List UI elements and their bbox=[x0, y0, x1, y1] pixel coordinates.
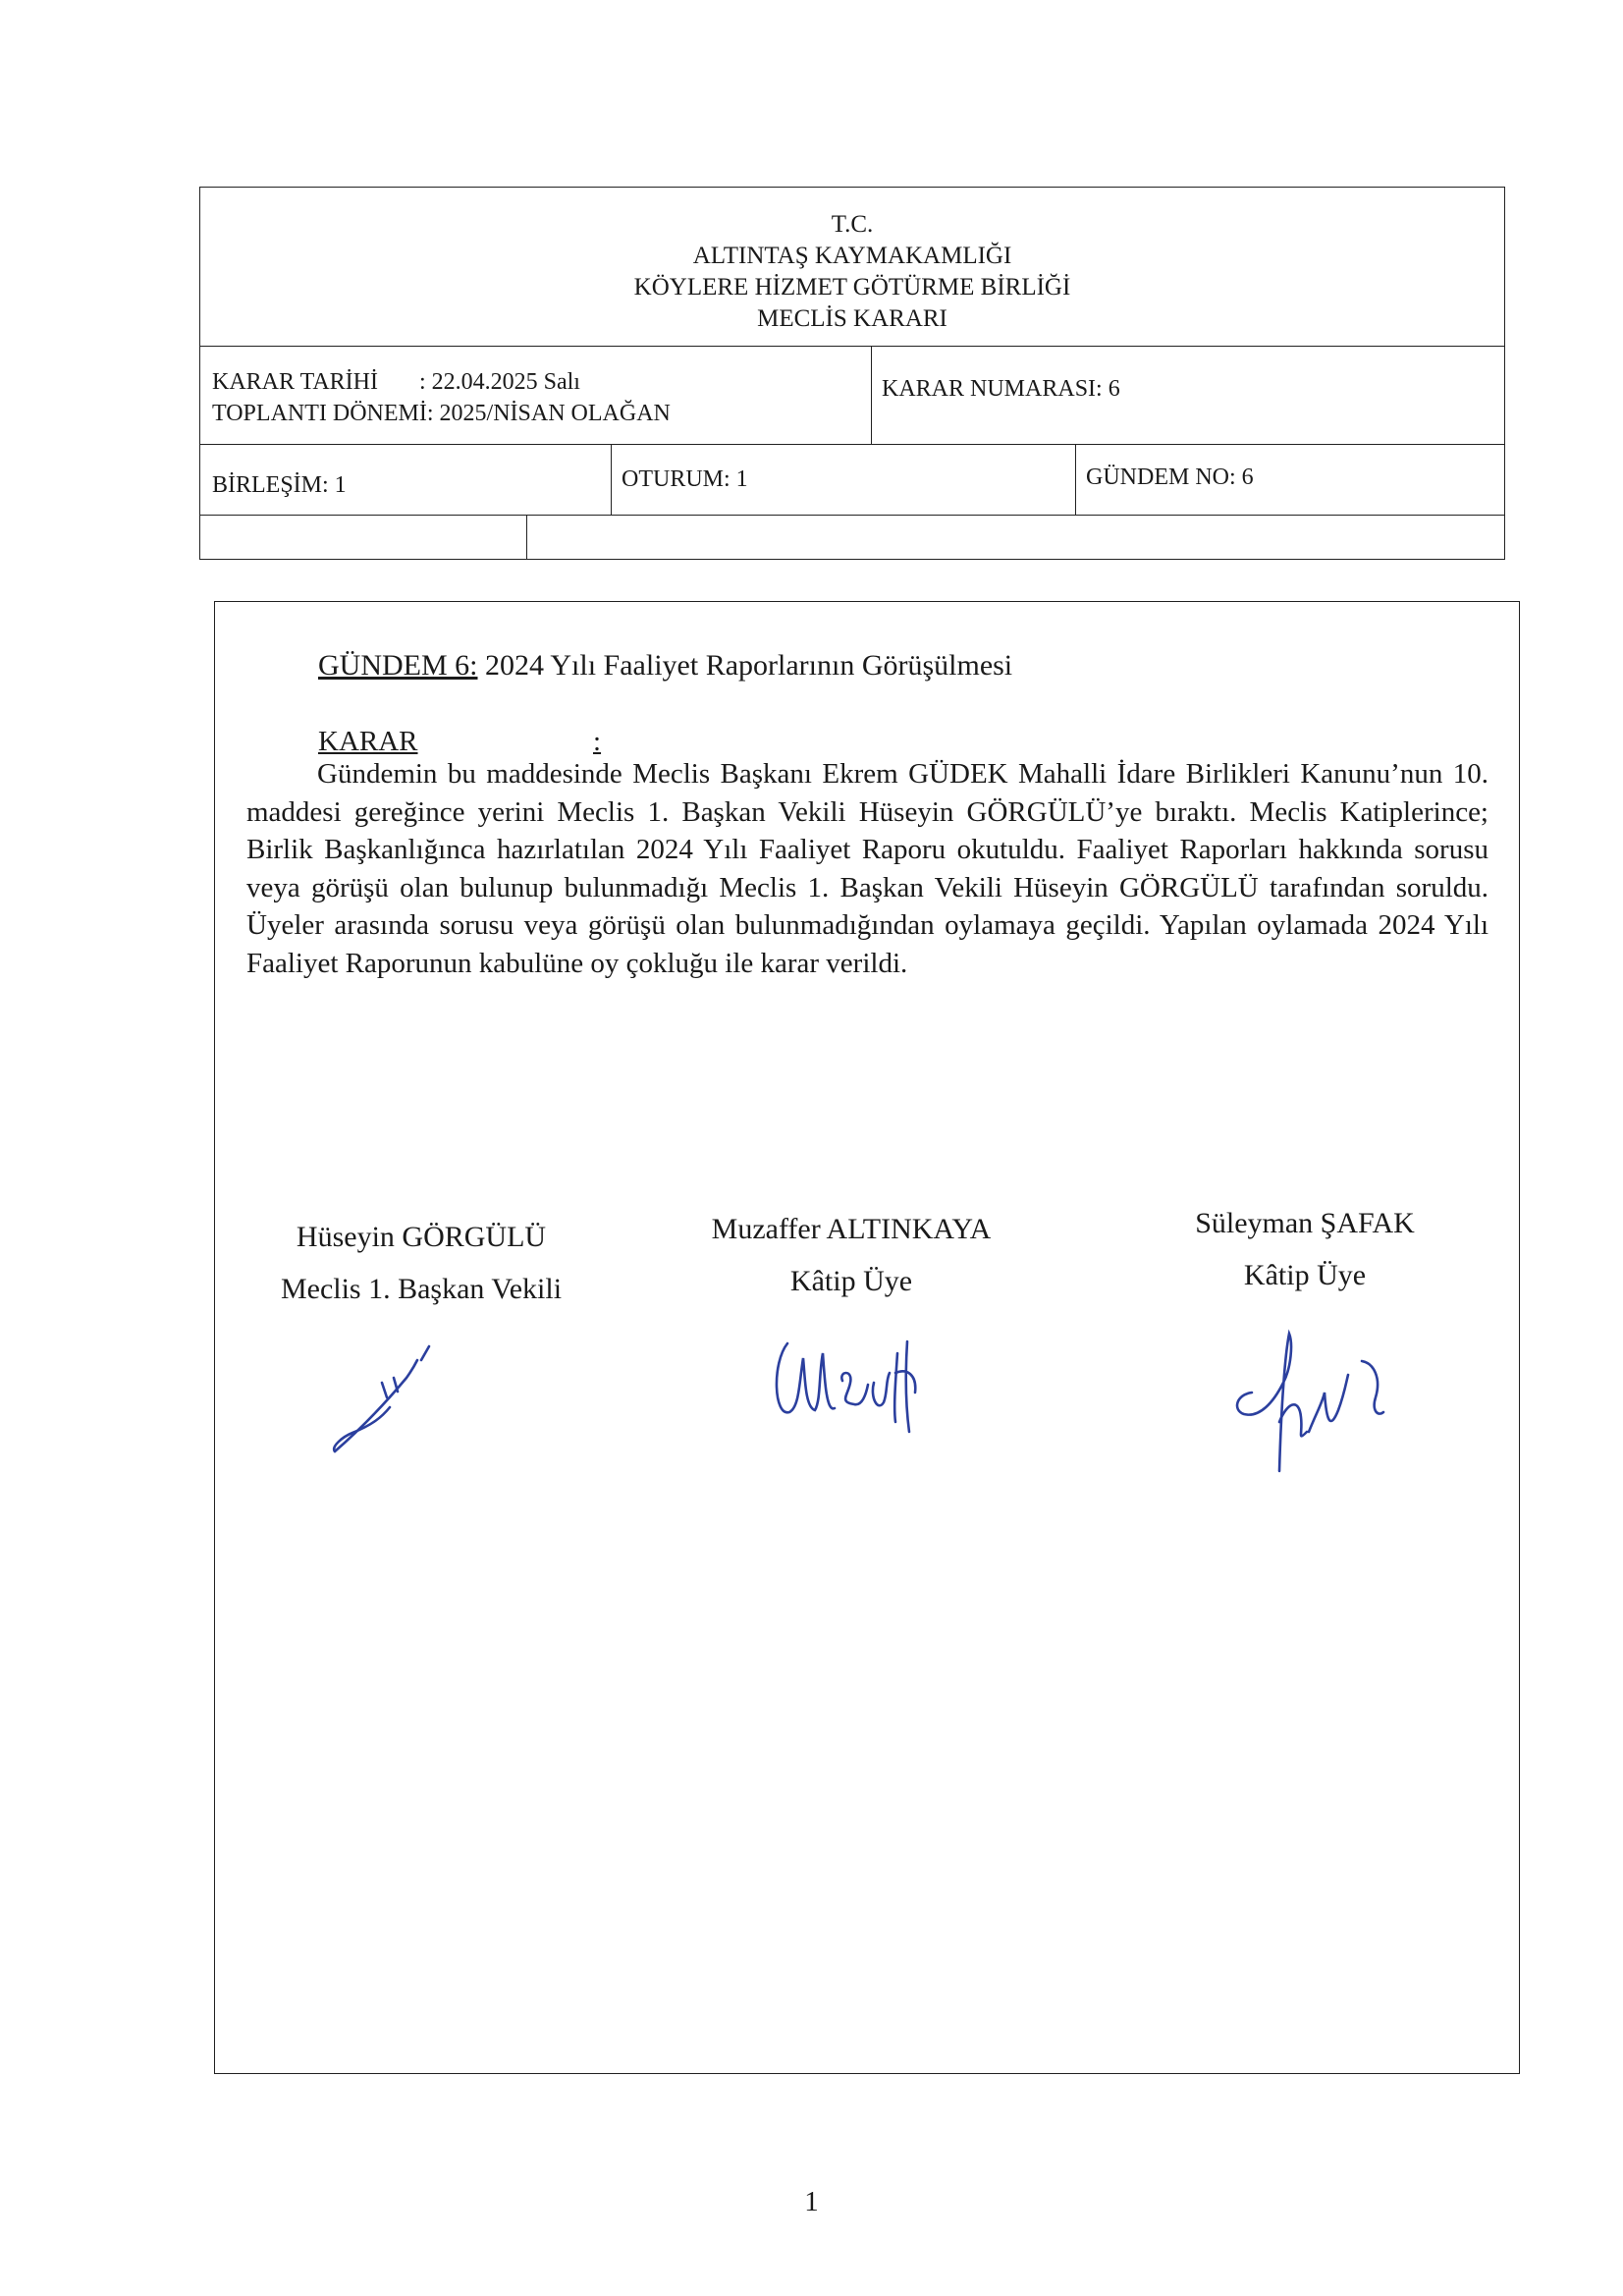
karar-label: KARAR bbox=[318, 726, 418, 757]
header-tc: T.C. bbox=[831, 211, 874, 238]
karar-heading bbox=[318, 726, 601, 758]
signatory-title: Kâtip Üye bbox=[1243, 1259, 1367, 1291]
karar-tarihi: KARAR TARİHİ : 22.04.2025 Salı bbox=[212, 369, 580, 395]
signatory-name: Süleyman ŞAFAK bbox=[1195, 1207, 1415, 1239]
header-kaymakamlik: ALTINTAŞ KAYMAKAMLIĞI bbox=[692, 243, 1012, 269]
date-cell bbox=[200, 347, 871, 444]
header-title-block bbox=[200, 188, 1504, 347]
page-number: 1 bbox=[804, 2186, 819, 2217]
decision-body bbox=[214, 601, 1520, 2074]
signature-1-image bbox=[313, 1339, 451, 1466]
agenda-title: 2024 Yılı Faaliyet Raporlarının Görüşülmesi bbox=[477, 649, 1013, 682]
agenda-heading bbox=[318, 649, 1012, 683]
empty-cell-left bbox=[200, 516, 526, 559]
karar-colon: : bbox=[593, 726, 602, 757]
signature-3-image bbox=[1215, 1324, 1411, 1481]
agenda-label: GÜNDEM 6: bbox=[318, 649, 478, 682]
header-doc-type: MECLİS KARARI bbox=[757, 305, 947, 332]
toplanti-donemi: TOPLANTI DÖNEMİ: 2025/NİSAN OLAĞAN bbox=[212, 401, 671, 426]
signatory-name: Muzaffer ALTINKAYA bbox=[711, 1213, 992, 1245]
signatory-title: Meclis 1. Başkan Vekili bbox=[280, 1273, 563, 1305]
decision-paragraph: Gündemin bu maddesinde Meclis Başkanı Ekrem GÜDEK Mahalli İdare Birlikleri Kanunu’nun 10. maddesi gereğince yerini Meclis 1. Başkan Vekili Hüseyin GÖRGÜLÜ’ye bıraktı. Meclis Katiplerince; Birlik Başkanlığınca hazırlatılan 2024 Yılı Faaliyet Raporu okutuldu. Faaliyet Raporları hakkında sorusu veya görüşü olan bulunup bulunmadığı Meclis 1. Başkan Vekili Hüseyin GÖRGÜLÜ tarafından soruldu. Üyeler arasında sorusu veya görüşü olan bulunmadığından oylamaya geçildi. Yapılan oylamada 2024 Yılı Faaliyet Raporunun kabulüne oy çokluğu ile karar verildi. bbox=[246, 758, 1488, 979]
empty-cell-right bbox=[526, 516, 1504, 559]
header-table bbox=[199, 187, 1505, 560]
header-birlik: KÖYLERE HİZMET GÖTÜRME BİRLİĞİ bbox=[633, 274, 1071, 301]
signatory-1 bbox=[244, 1211, 598, 1315]
oturum: OTURUM: 1 bbox=[611, 445, 1075, 515]
signature-2-image bbox=[760, 1324, 937, 1442]
signatory-title: Kâtip Üye bbox=[789, 1265, 913, 1297]
header-row-session bbox=[200, 445, 1504, 516]
gundem-no: GÜNDEM NO: 6 bbox=[1075, 445, 1504, 515]
signatory-2 bbox=[655, 1203, 1048, 1307]
signatory-3 bbox=[1118, 1197, 1491, 1301]
karar-numarasi: KARAR NUMARASI: 6 bbox=[871, 347, 1504, 444]
signatory-name: Hüseyin GÖRGÜLÜ bbox=[296, 1221, 547, 1253]
header-row-empty bbox=[200, 516, 1504, 559]
birlesim: BİRLEŞİM: 1 bbox=[212, 472, 347, 498]
header-row-date bbox=[200, 347, 1504, 445]
